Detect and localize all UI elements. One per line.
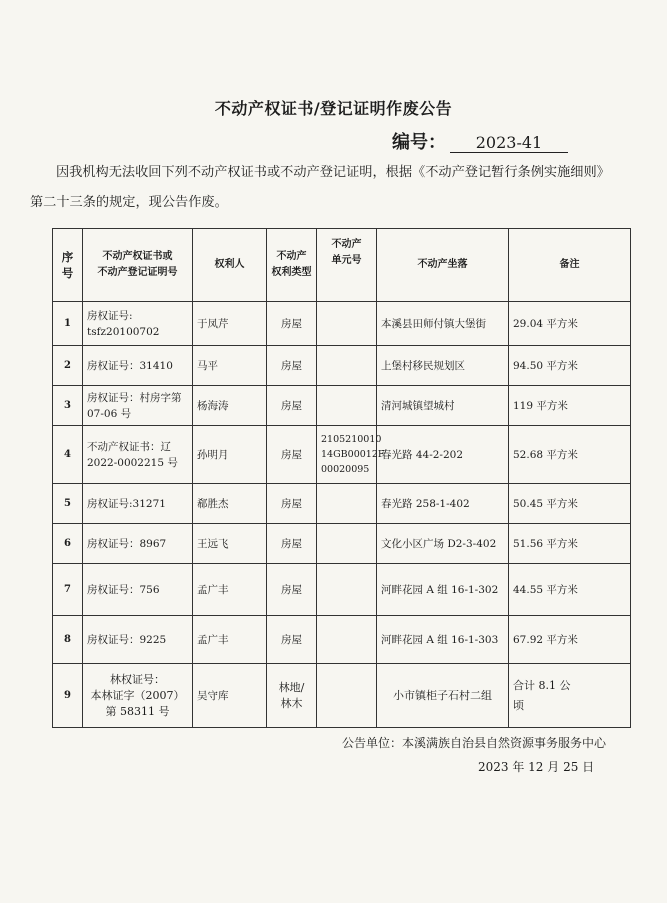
row-cert-line1: 房权证号：8967 [87,537,167,550]
table-row [53,524,631,564]
row-unit [317,386,377,426]
row-location: 春光路 44-2-202 [377,426,509,484]
row-cert-line2: 本林证字（2007） [90,688,185,702]
row-seq: 9 [53,664,83,728]
row-note-line2: 顷 [513,698,524,712]
header-seq: 序号 [53,229,83,302]
table-row [53,386,631,426]
row-owner: 孟广丰 [193,616,267,664]
issuing-organization: 公告单位：本溪满族自治县自然资源事务服务中心 [342,736,607,750]
issue-date: 2023 年 12 月 25 日 [478,760,595,774]
row-unit [317,524,377,564]
header-unit-line2: 单元号 [331,255,362,266]
table-row [53,664,631,728]
intro-paragraph [30,158,646,218]
table-row [53,484,631,524]
row-cert [83,664,193,728]
row-seq: 5 [53,484,83,524]
row-cert-line1: 房权证号：9225 [87,633,167,646]
row-location: 上堡村移民规划区 [377,346,509,386]
header-location: 不动产坐落 [377,229,509,302]
row-cert [83,524,193,564]
row-cert [83,302,193,346]
row-cert-line2: tsfz20100702 [87,325,160,338]
row-cert-line1: 房权证号:31271 [87,497,166,510]
serial-label: 编号： [392,132,446,153]
table-header-row [53,229,631,302]
row-unit [317,484,377,524]
row-seq: 8 [53,616,83,664]
row-cert-line2: 2022-0002215 号 [87,456,178,469]
row-unit [317,564,377,616]
row-unit [317,616,377,664]
row-location: 本溪县田师付镇大堡街 [377,302,509,346]
row-seq: 6 [53,524,83,564]
row-type: 房屋 [267,302,317,346]
row-cert-line3: 第 58311 号 [105,704,170,718]
row-cert [83,484,193,524]
serial-number [392,128,568,154]
row-type [267,664,317,728]
row-seq: 4 [53,426,83,484]
row-cert [83,616,193,664]
table-row [53,616,631,664]
row-location: 小市镇柜子石村二组 [377,664,509,728]
row-owner: 孙明月 [193,426,267,484]
header-type-line2: 权利类型 [271,267,312,278]
intro-line-1: 因我机构无法收回下列不动产权证书或不动产登记证明，根据《不动产登记暂行条例实施细则》 [56,165,610,180]
row-unit-line1: 2105210010 [321,434,382,445]
row-location: 文化小区广场 D2-3-402 [377,524,509,564]
row-seq: 7 [53,564,83,616]
row-note-line1: 合计 8.1 公 [513,678,571,692]
table-row [53,564,631,616]
row-cert-line1: 房权证号：村房字第 [87,391,182,404]
page-title: 不动产权证书/登记证明作废公告 [214,99,453,118]
row-unit [317,664,377,728]
revoked-certificates-table [52,228,631,728]
row-cert [83,426,193,484]
header-cert-line1: 不动产权证书或 [102,251,173,262]
header-unit-line1: 不动产 [331,239,362,250]
row-seq: 3 [53,386,83,426]
row-unit [317,302,377,346]
row-location: 河畔花园 A 组 16-1-302 [377,564,509,616]
row-cert [83,386,193,426]
row-note: 67.92 平方米 [509,616,631,664]
header-cert-line2: 不动产登记证明号 [97,267,178,278]
row-type: 房屋 [267,386,317,426]
row-type-line2: 林木 [280,696,303,710]
row-owner: 孟广丰 [193,564,267,616]
row-location: 河畔花园 A 组 16-1-303 [377,616,509,664]
row-cert-line2: 07-06 号 [87,407,132,420]
row-note: 94.50 平方米 [509,346,631,386]
row-type-line1: 林地/ [278,680,305,694]
row-cert-line1: 林权证号： [110,672,165,686]
row-note: 119 平方米 [509,386,631,426]
header-cert [83,229,193,302]
row-type: 房屋 [267,564,317,616]
row-owner: 王远飞 [193,524,267,564]
row-type: 房屋 [267,616,317,664]
row-owner: 吴守库 [193,664,267,728]
row-owner: 郗胜杰 [193,484,267,524]
row-note: 50.45 平方米 [509,484,631,524]
row-unit [317,346,377,386]
row-note: 44.55 平方米 [509,564,631,616]
row-cert-line1: 房权证号：756 [87,583,160,596]
row-cert [83,346,193,386]
row-type: 房屋 [267,524,317,564]
table-row [53,426,631,484]
row-type: 房屋 [267,346,317,386]
header-note: 备注 [509,229,631,302]
row-cert [83,564,193,616]
serial-value: 2023-41 [450,133,568,153]
table-row [53,346,631,386]
header-type [267,229,317,302]
row-seq: 2 [53,346,83,386]
row-type: 房屋 [267,484,317,524]
row-note: 52.68 平方米 [509,426,631,484]
row-unit-line3: 00020095 [321,464,370,475]
row-note [509,664,631,728]
row-cert-line1: 房权证号: [87,309,133,322]
row-type: 房屋 [267,426,317,484]
row-owner: 于凤芹 [193,302,267,346]
header-type-line1: 不动产 [276,251,307,262]
row-owner: 杨海涛 [193,386,267,426]
row-note: 29.04 平方米 [509,302,631,346]
header-owner: 权利人 [193,229,267,302]
row-cert-line1: 不动产权证书：辽 [87,440,171,453]
row-owner: 马平 [193,346,267,386]
row-location: 春光路 258-1-402 [377,484,509,524]
row-location: 清河城镇望城村 [377,386,509,426]
header-unit [317,229,377,302]
row-cert-line1: 房权证号：31410 [87,359,173,372]
intro-line-2: 第二十三条的规定，现公告作废。 [30,195,228,210]
table-row [53,302,631,346]
row-unit [317,426,385,484]
row-note: 51.56 平方米 [509,524,631,564]
row-unit-line2: 14GB00012F [321,449,385,460]
row-seq: 1 [53,302,83,346]
